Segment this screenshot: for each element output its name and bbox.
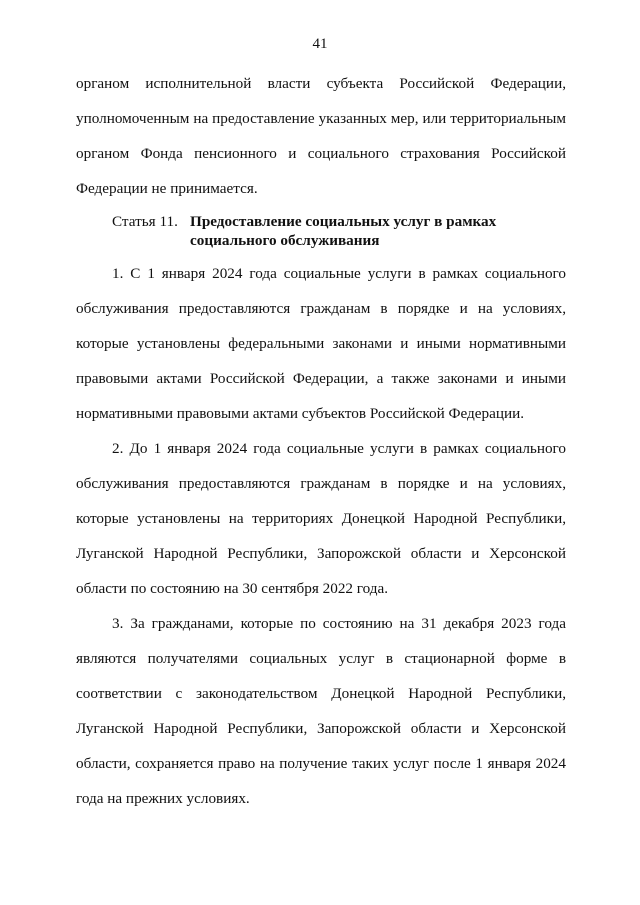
text-line: которые установлены на территориях Донецкой Народной Республики, xyxy=(76,510,566,527)
text-line: правовыми актами Российской Федерации, а также законами и иными xyxy=(76,370,566,387)
text-line: области по состоянию на 30 сентября 2022 года. xyxy=(76,580,389,597)
text-line: Федерации не принимается. xyxy=(76,180,258,197)
paragraph-2 xyxy=(76,431,566,606)
article-heading xyxy=(112,212,572,250)
article-title-line: Предоставление социальных услуг в рамках xyxy=(190,213,497,230)
text-line: 2. До 1 января 2024 года социальные услуги в рамках социального xyxy=(112,440,566,457)
article-title xyxy=(190,212,510,250)
text-line: Луганской Народной Республики, Запорожской области и Херсонской xyxy=(76,545,566,562)
text-line: нормативными правовыми актами субъектов Российской Федерации. xyxy=(76,405,525,422)
text-line: года на прежних условиях. xyxy=(76,790,250,807)
text-line: 1. С 1 января 2024 года социальные услуги в рамках социального xyxy=(112,265,566,282)
text-line: соответствии с законодательством Донецкой Народной Республики, xyxy=(76,685,566,702)
continuation-paragraph xyxy=(76,66,566,206)
text-line: области, сохраняется право на получение таких услуг после 1 января 2024 xyxy=(76,755,566,772)
text-line: уполномоченным на предоставление указанных мер, или территориальным xyxy=(76,110,566,127)
article-label: Статья 11. xyxy=(112,213,178,230)
page-number: 41 xyxy=(312,36,328,52)
paragraph-1 xyxy=(76,256,566,431)
text-line: обслуживания предоставляются гражданам в порядке и на условиях, xyxy=(76,475,566,492)
text-line: Луганской Народной Республики, Запорожской области и Херсонской xyxy=(76,720,566,737)
paragraph-3 xyxy=(76,606,566,816)
text-line: органом исполнительной власти субъекта Российской Федерации, xyxy=(76,75,566,92)
article-title-line: социального обслуживания xyxy=(190,232,380,249)
text-line: 3. За гражданами, которые по состоянию на 31 декабря 2023 года xyxy=(112,615,566,632)
text-line: которые установлены федеральными законами и иными нормативными xyxy=(76,335,566,352)
text-line: являются получателями социальных услуг в стационарной форме в xyxy=(76,650,566,667)
text-line: органом Фонда пенсионного и социального страхования Российской xyxy=(76,145,566,162)
text-line: обслуживания предоставляются гражданам в порядке и на условиях, xyxy=(76,300,566,317)
